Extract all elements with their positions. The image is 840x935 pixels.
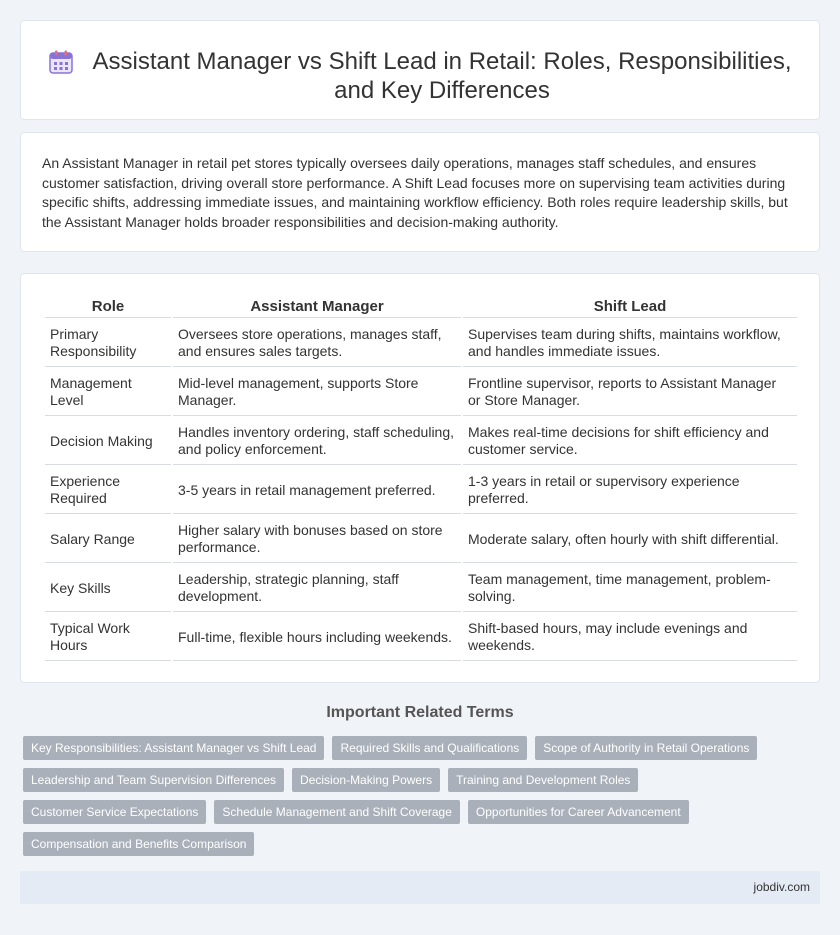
- header-shift-lead: Shift Lead: [463, 296, 797, 318]
- related-term-tag[interactable]: Opportunities for Career Advancement: [468, 800, 689, 824]
- related-term-tag[interactable]: Training and Development Roles: [448, 768, 638, 792]
- table-header-row: [45, 296, 797, 318]
- header-assistant-manager: Assistant Manager: [173, 296, 461, 318]
- related-term-tag[interactable]: Key Responsibilities: Assistant Manager vs Shift Lead: [23, 736, 324, 760]
- assistant-manager-cell: Leadership, strategic planning, staff development.: [173, 565, 461, 612]
- comparison-table: [43, 294, 799, 663]
- table-row: [45, 614, 797, 661]
- shift-lead-cell: Team management, time management, problem-solving.: [463, 565, 797, 612]
- header-role: Role: [45, 296, 171, 318]
- row-label: Management Level: [45, 369, 171, 416]
- row-label: Typical Work Hours: [45, 614, 171, 661]
- calendar-icon: [48, 49, 74, 75]
- assistant-manager-cell: Higher salary with bonuses based on store performance.: [173, 516, 461, 563]
- intro-paragraph: An Assistant Manager in retail pet stores typically oversees daily operations, manages staff schedules, and ensures customer satisfaction, driving overall store performance. A Shift Lead focuses more on supervising team activities during specific shifts, addressing immediate issues, and maintaining workflow efficiency. Both roles require leadership skills, but the Assistant Manager holds broader responsibilities and decision-making authority.: [42, 155, 788, 230]
- related-term-tag[interactable]: Leadership and Team Supervision Differences: [23, 768, 284, 792]
- row-label: Decision Making: [45, 418, 171, 465]
- related-terms-list: [23, 736, 803, 856]
- assistant-manager-cell: Handles inventory ordering, staff scheduling, and policy enforcement.: [173, 418, 461, 465]
- related-term-tag[interactable]: Required Skills and Qualifications: [332, 736, 527, 760]
- row-label: Experience Required: [45, 467, 171, 514]
- assistant-manager-cell: Full-time, flexible hours including weekends.: [173, 614, 461, 661]
- shift-lead-cell: Frontline supervisor, reports to Assistant Manager or Store Manager.: [463, 369, 797, 416]
- related-term-tag[interactable]: Decision-Making Powers: [292, 768, 440, 792]
- page-title: Assistant Manager vs Shift Lead in Retail: Roles, Responsibilities, and Key Differences: [92, 48, 792, 104]
- assistant-manager-cell: 3-5 years in retail management preferred.: [173, 467, 461, 514]
- shift-lead-cell: Moderate salary, often hourly with shift differential.: [463, 516, 797, 563]
- row-label: Primary Responsibility: [45, 320, 171, 367]
- assistant-manager-cell: Oversees store operations, manages staff, and ensures sales targets.: [173, 320, 461, 367]
- related-terms-title: Important Related Terms: [326, 704, 514, 721]
- shift-lead-cell: 1-3 years in retail or supervisory experience preferred.: [463, 467, 797, 514]
- row-label: Key Skills: [45, 565, 171, 612]
- table-row: [45, 516, 797, 563]
- assistant-manager-cell: Mid-level management, supports Store Manager.: [173, 369, 461, 416]
- table-row: [45, 467, 797, 514]
- table-row: [45, 418, 797, 465]
- table-row: [45, 320, 797, 367]
- row-label: Salary Range: [45, 516, 171, 563]
- shift-lead-cell: Makes real-time decisions for shift efficiency and customer service.: [463, 418, 797, 465]
- table-row: [45, 565, 797, 612]
- table-row: [45, 369, 797, 416]
- intro-card: [20, 132, 820, 252]
- related-term-tag[interactable]: Customer Service Expectations: [23, 800, 206, 824]
- related-term-tag[interactable]: Compensation and Benefits Comparison: [23, 832, 254, 856]
- shift-lead-cell: Shift-based hours, may include evenings and weekends.: [463, 614, 797, 661]
- shift-lead-cell: Supervises team during shifts, maintains workflow, and handles immediate issues.: [463, 320, 797, 367]
- comparison-card: [20, 273, 820, 683]
- footer-site-link[interactable]: jobdiv.com: [753, 880, 810, 894]
- footer: [20, 871, 820, 904]
- related-term-tag[interactable]: Schedule Management and Shift Coverage: [214, 800, 459, 824]
- related-term-tag[interactable]: Scope of Authority in Retail Operations: [535, 736, 757, 760]
- header-card: [20, 20, 820, 120]
